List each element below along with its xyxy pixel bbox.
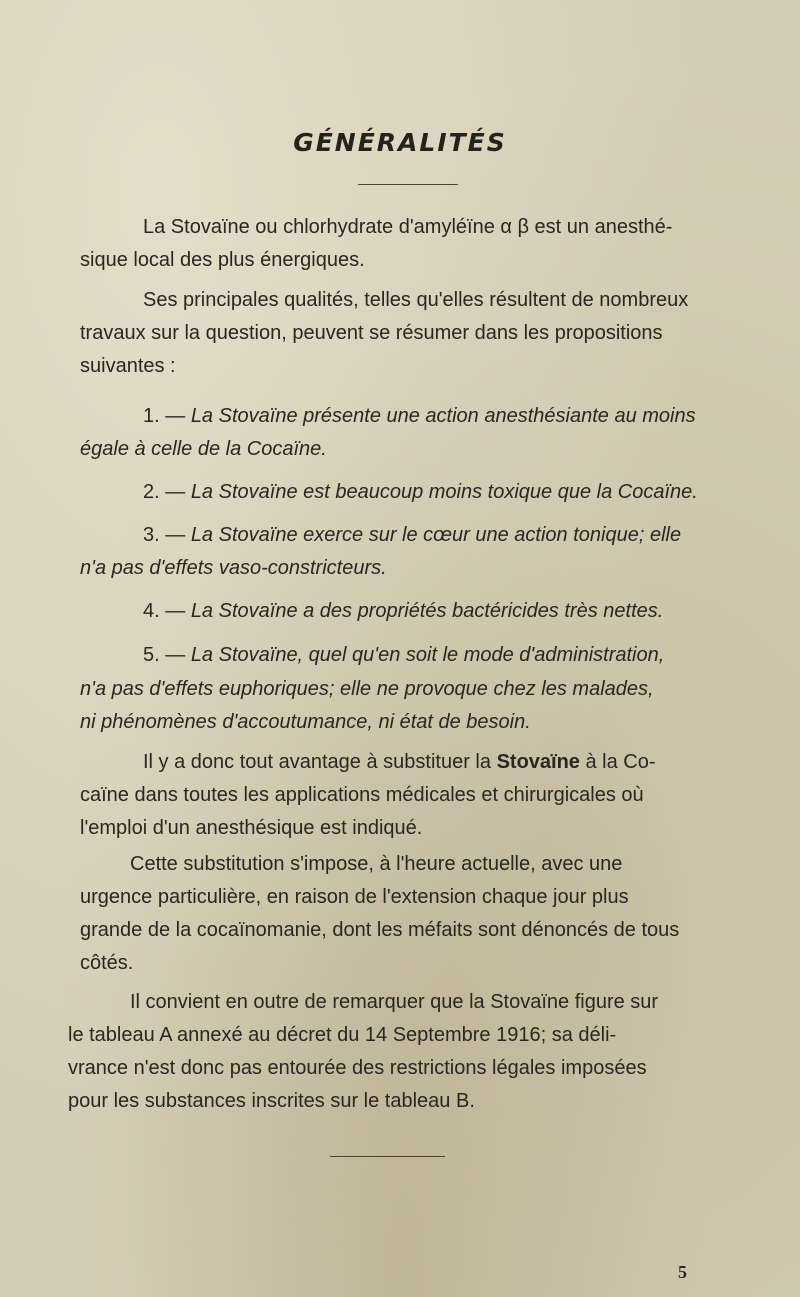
paragraph-line	[143, 751, 656, 774]
paragraph-line: le tableau A annexé au décret du 14 Septembre 1916; sa déli-	[68, 1024, 617, 1046]
product-name: Stovaïne	[496, 751, 580, 773]
list-item-text: La Stovaïne, quel qu'en soit le mode d'administration,	[190, 644, 665, 666]
paragraph-line: vrance n'est donc pas entourée des restrictions légales imposées	[68, 1057, 647, 1079]
list-item-number: 1. —	[143, 405, 186, 427]
list-item-text: ni phénomènes d'accoutumance, ni état de besoin.	[80, 711, 531, 733]
list-item-number: 2. —	[143, 481, 186, 503]
paragraph-text: Il y a donc tout avantage à substituer la	[143, 751, 497, 773]
title-divider	[358, 184, 458, 185]
paragraph-line: Il convient en outre de remarquer que la Stovaïne figure sur	[130, 991, 659, 1013]
list-item-number: 3. —	[143, 524, 186, 546]
list-item-number: 4. —	[143, 600, 186, 622]
page-number: 5	[678, 1262, 687, 1282]
page-title: GÉNÉRALITÉS	[293, 128, 507, 157]
list-item-text: La Stovaïne présente une action anesthésiante au moins	[190, 405, 696, 427]
paragraph-line: côtés.	[80, 952, 134, 974]
paragraph-line: travaux sur la question, peuvent se résumer dans les propositions	[80, 322, 663, 344]
list-item-number: 5. —	[143, 644, 186, 666]
paragraph-line: urgence particulière, en raison de l'extension chaque jour plus	[80, 886, 629, 908]
paragraph-line: grande de la cocaïnomanie, dont les méfaits sont dénoncés de tous	[80, 919, 680, 941]
list-item	[143, 405, 696, 428]
list-item	[143, 600, 663, 623]
paragraph-line: sique local des plus énergiques.	[80, 249, 365, 271]
paragraph-line: caïne dans toutes les applications médicales et chirurgicales où	[80, 784, 644, 806]
list-item-text: La Stovaïne est beaucoup moins toxique que la Cocaïne.	[190, 481, 698, 503]
closing-divider	[330, 1156, 445, 1157]
list-item	[143, 481, 698, 504]
list-item	[143, 524, 681, 547]
list-item-text: n'a pas d'effets euphoriques; elle ne provoque chez les malades,	[80, 678, 654, 700]
paragraph-line: Cette substitution s'impose, à l'heure actuelle, avec une	[130, 853, 623, 875]
list-item-text: égale à celle de la Cocaïne.	[80, 438, 327, 460]
paragraph-line: pour les substances inscrites sur le tableau B.	[68, 1090, 475, 1112]
paragraph-line: l'emploi d'un anesthésique est indiqué.	[80, 817, 423, 839]
paragraph-line: Ses principales qualités, telles qu'elles résultent de nombreux	[143, 289, 689, 311]
paragraph-line: suivantes :	[80, 355, 176, 377]
list-item-text: La Stovaïne exerce sur le cœur une action tonique; elle	[190, 524, 682, 546]
list-item-text: La Stovaïne a des propriétés bactéricides très nettes.	[190, 600, 664, 622]
list-item-text: n'a pas d'effets vaso-constricteurs.	[80, 557, 387, 579]
list-item	[143, 644, 664, 667]
paragraph-text: à la Co-	[579, 751, 656, 773]
paragraph-line: La Stovaïne ou chlorhydrate d'amyléïne α β est un anesthé-	[143, 216, 673, 238]
